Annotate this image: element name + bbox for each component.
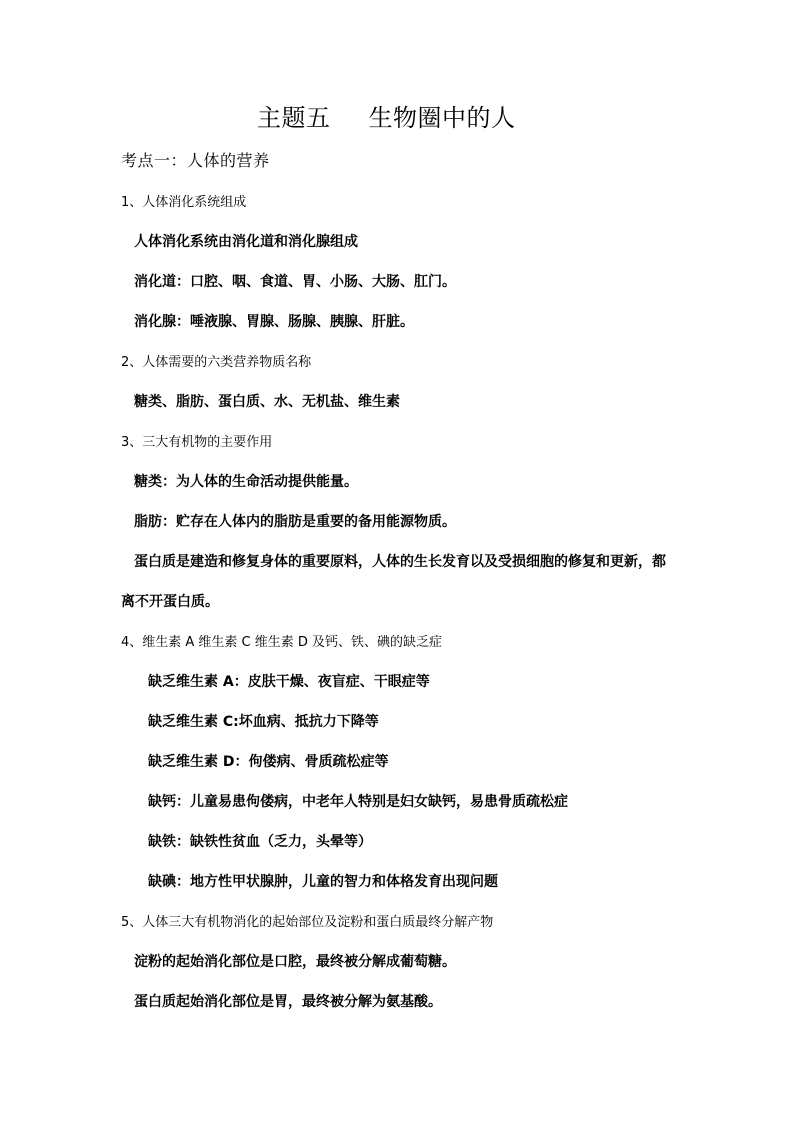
section-3-line-1: 糖类：为人体的生命活动提供能量。 <box>134 474 358 490</box>
section-2-heading: 2、人体需要的六类营养物质名称 <box>121 355 312 370</box>
document-title <box>257 106 516 130</box>
section-1-heading: 1、人体消化系统组成 <box>121 195 247 210</box>
section-3-line-3a: 蛋白质是建造和修复身体的重要原料，人体的生长发育以及受损细胞的修复和更新，都 <box>134 554 666 570</box>
section-5-line-2: 蛋白质起始消化部位是胃，最终被分解为氨基酸。 <box>134 994 442 1010</box>
section-5-line-1: 淀粉的起始消化部位是口腔，最终被分解成葡萄糖。 <box>134 954 456 970</box>
section-4-line-3: 缺乏维生素 D：佝偻病、骨质疏松症等 <box>148 754 389 770</box>
section-3-line-2: 脂肪：贮存在人体内的脂肪是重要的备用能源物质。 <box>134 514 456 530</box>
section-1-line-1: 人体消化系统由消化道和消化腺组成 <box>134 234 358 250</box>
section-1-line-2: 消化道：口腔、咽、食道、胃、小肠、大肠、肛门。 <box>134 274 456 290</box>
section-3-line-3b: 离不开蛋白质。 <box>121 594 219 610</box>
title-theme-name: 生物圈中的人 <box>368 104 516 132</box>
section-4-line-5: 缺铁：缺铁性贫血（乏力，头晕等） <box>148 834 372 850</box>
section-1-line-3: 消化腺：唾液腺、胃腺、肠腺、胰腺、肝脏。 <box>134 314 414 330</box>
section-5-heading: 5、人体三大有机物消化的起始部位及淀粉和蛋白质最终分解产物 <box>121 915 494 930</box>
section-3-heading: 3、三大有机物的主要作用 <box>121 435 273 450</box>
kaodian-heading: 考点一：人体的营养 <box>121 151 270 170</box>
section-4-heading: 4、维生素 A 维生素 C 维生素 D 及钙、铁、碘的缺乏症 <box>121 635 443 650</box>
section-4-line-6: 缺碘：地方性甲状腺肿，儿童的智力和体格发育出现问题 <box>148 874 498 890</box>
section-4-line-2: 缺乏维生素 C:坏血病、抵抗力下降等 <box>148 714 379 730</box>
section-2-line-1: 糖类、脂肪、蛋白质、水、无机盐、维生素 <box>134 394 400 410</box>
section-4-line-1: 缺乏维生素 A：皮肤干燥、夜盲症、干眼症等 <box>148 674 430 690</box>
title-theme-number: 主题五 <box>257 104 331 132</box>
section-4-line-4: 缺钙：儿童易患佝偻病，中老年人特别是妇女缺钙，易患骨质疏松症 <box>148 794 568 810</box>
